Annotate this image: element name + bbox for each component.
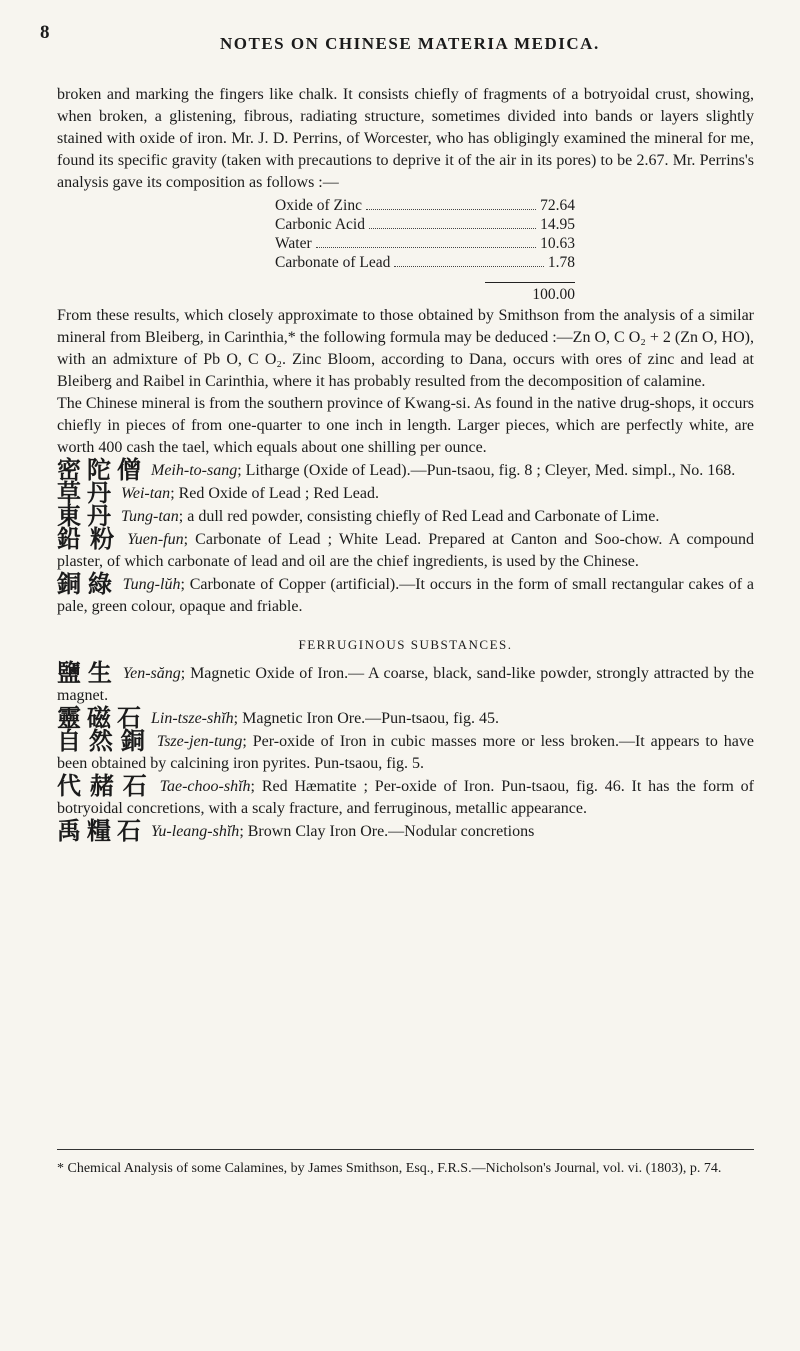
leader-dots xyxy=(316,234,537,248)
drug-entry xyxy=(57,704,754,732)
drug-entry xyxy=(57,479,754,507)
entry-description: ; Magnetic Oxide of Iron.— A coarse, black, sand-like powder, strongly attracted by the magnet. xyxy=(57,665,755,704)
footnote-rule xyxy=(57,1149,754,1150)
romanized-name: Yu-leang-shĭh xyxy=(151,823,240,840)
analysis-value: 1.78 xyxy=(547,254,575,271)
drug-entry xyxy=(57,727,755,775)
romanized-name: Wei-tan xyxy=(121,485,171,502)
entry-description: ; Litharge (Oxide of Lead).—Pun-tsaou, fig. 8 ; Cleyer, Med. simpl., No. 168. xyxy=(237,462,736,479)
romanized-name: Meih-to-sang xyxy=(151,462,238,479)
chinese-characters: 自然銅 xyxy=(57,727,153,755)
chinese-characters: 銅綠 xyxy=(57,570,119,598)
analysis-table xyxy=(275,196,575,305)
analysis-row xyxy=(275,196,575,215)
chinese-characters: 草丹 xyxy=(57,479,117,507)
romanized-name: Yuen-fun xyxy=(127,531,184,548)
entry-description: ; Carbonate of Lead ; White Lead. Prepared at Canton and Soo-chow. A compound plaster, of which carbonate of lead and oil are the chief ingredients, is used by the Chinese. xyxy=(57,531,755,570)
drug-entry xyxy=(57,456,754,484)
romanized-name: Tae-choo-shĭh xyxy=(159,778,251,795)
leader-dots xyxy=(366,196,536,210)
iron-entries xyxy=(57,659,755,845)
chinese-characters: 靈磁石 xyxy=(57,704,147,732)
chinese-characters: 代赭石 xyxy=(57,772,156,800)
running-title: NOTES ON CHINESE MATERIA MEDICA. xyxy=(220,34,600,53)
analysis-label: Carbonic Acid xyxy=(275,216,365,233)
romanized-name: Tung-lŭh xyxy=(122,576,181,593)
analysis-label: Carbonate of Lead xyxy=(275,254,391,271)
drug-entry xyxy=(57,525,755,573)
entry-description: ; Red Hæmatite ; Per-oxide of Iron. Pun-tsaou, fig. 46. It has the form of botryoidal concretions, with a scaly fracture, and ferruginous, metallic appearance. xyxy=(57,778,755,817)
analysis-label: Oxide of Zinc xyxy=(275,197,362,214)
entry-description: ; Carbonate of Copper (artificial).—It occurs in the form of small rectangular cakes of a pale, green colour, opaque and friable. xyxy=(57,576,755,615)
analysis-row xyxy=(275,234,575,253)
formula-paragraph: From these results, which closely approximate to those obtained by Smithson from the analysis of a similar mineral from Bleiberg, in Carinthia,* the following formula may be deduced :—Zn O, C O₂ + 2 (Zn O, HO), with an admixture of Pb O, C O₂. Zinc Bloom, according to Dana, occurs with ores of zinc and lead at Bleiberg and Raibel in Carinthia, where it has probably resulted from the decomposition of calamine. xyxy=(57,307,754,390)
chinese-characters: 密陀僧 xyxy=(57,456,147,484)
chinese-characters: 鹽生 xyxy=(57,659,119,687)
intro-paragraph: broken and marking the fingers like chalk. It consists chiefly of fragments of a botryoidal crust, showing, when broken, a glistening, fibrous, radiating structure, sometimes divided into bands or layers slightly stained with oxide of iron. Mr. J. D. Perrins, of Worcester, who has obligingly examined the mineral for me, found its specific gravity (taken with precautions to deprive it of the air in its pores) to be 2.67. Mr. Perrins's analysis gave its composition as follows :— xyxy=(57,86,754,191)
romanized-name: Lin-tsze-shĭh xyxy=(151,710,234,727)
drug-entry xyxy=(57,659,755,707)
page-body xyxy=(57,84,754,843)
entry-description: ; Brown Clay Iron Ore.—Nodular concretions xyxy=(239,823,535,840)
kwangsi-paragraph: The Chinese mineral is from the southern province of Kwang-si. As found in the native drug-shops, it occurs chiefly in pieces of from one-quarter to one inch in length. Larger pieces, which are perfectly white, are worth 400 cash the tael, which equals about one shilling per ounce. xyxy=(57,395,754,456)
analysis-value: 72.64 xyxy=(540,197,575,214)
romanized-name: Tsze-jen-tung xyxy=(156,733,243,750)
drug-entry xyxy=(57,772,755,820)
entry-description: ; a dull red powder, consisting chiefly of Red Lead and Carbonate of Lime. xyxy=(178,508,660,525)
analysis-value: 10.63 xyxy=(540,235,575,252)
analysis-label: Water xyxy=(275,235,312,252)
entry-description: ; Red Oxide of Lead ; Red Lead. xyxy=(170,485,380,502)
page-number: 8 xyxy=(40,22,50,43)
drug-entry xyxy=(57,502,754,530)
leader-dots xyxy=(369,215,536,229)
analysis-total: 100.00 xyxy=(532,286,575,303)
analysis-value: 14.95 xyxy=(540,216,575,233)
analysis-row xyxy=(275,253,575,272)
drug-entry xyxy=(57,570,755,618)
section-title: FERRUGINOUS SUBSTANCES. xyxy=(298,637,513,652)
romanized-name: Tung-tan xyxy=(121,508,179,525)
chinese-characters: 東丹 xyxy=(57,502,117,530)
chinese-characters: 鉛粉 xyxy=(57,525,124,553)
entry-description: ; Per-oxide of Iron in cubic masses more or less broken.—It appears to have been obtained by calcining iron pyrites. Pun-tsaou, fig. 5. xyxy=(57,733,755,772)
romanized-name: Yen-săng xyxy=(122,665,181,682)
leader-dots xyxy=(394,253,544,267)
footnote: * Chemical Analysis of some Calamines, by James Smithson, Esq., F.R.S.—Nicholson's Journal, vol. vi. (1803), p. 74. xyxy=(57,1161,722,1176)
lead-entries xyxy=(57,456,755,618)
entry-description: ; Magnetic Iron Ore.—Pun-tsaou, fig. 45. xyxy=(233,710,499,727)
analysis-row xyxy=(275,215,575,234)
chinese-characters: 禹糧石 xyxy=(57,817,147,845)
drug-entry xyxy=(57,817,754,845)
